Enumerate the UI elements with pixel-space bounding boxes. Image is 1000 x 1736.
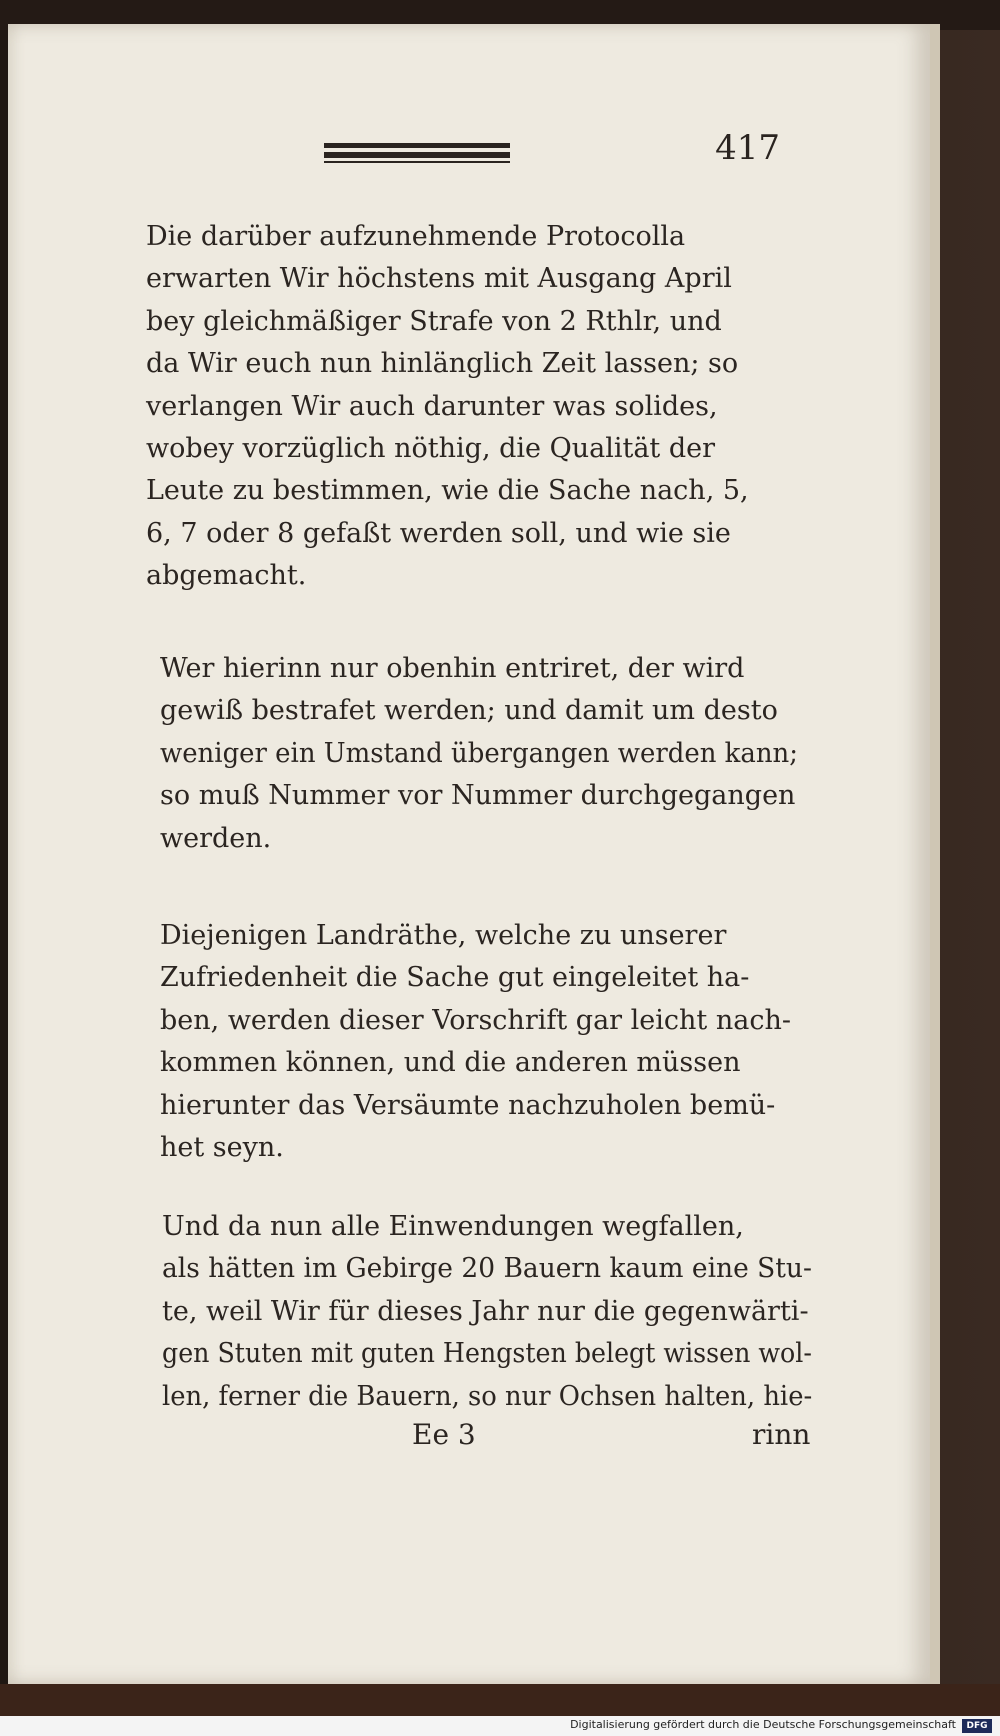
text-line: kommen können, und die anderen müssen xyxy=(160,1047,741,1079)
ornament-bar xyxy=(324,161,510,163)
text-line: wobey vorzüglich nöthig, die Qualität der xyxy=(146,433,716,465)
ornament-bar xyxy=(324,143,510,148)
text-line: het seyn. xyxy=(160,1132,284,1164)
text-line: ben, werden dieser Vorschrift gar leicht nach- xyxy=(160,1004,791,1036)
text-line: da Wir euch nun hinlänglich Zeit lassen; so xyxy=(146,348,739,380)
text-line: weniger ein Umstand übergangen werden kann; xyxy=(160,737,798,769)
text-line: bey gleichmäßiger Strafe von 2 Rthlr, und xyxy=(146,305,722,337)
text-line: hierunter das Versäumte nachzuholen bemü- xyxy=(160,1089,776,1121)
text-line: 6, 7 oder 8 gefaßt werden soll, und wie sie xyxy=(146,517,731,549)
signature-mark: Ee 3 xyxy=(412,1418,476,1451)
text-line: abgemacht. xyxy=(146,560,307,592)
dfg-logo-icon: DFG xyxy=(962,1719,992,1733)
page-edge xyxy=(930,24,940,1684)
paragraph xyxy=(162,1206,812,1418)
text-line: Diejenigen Landräthe, welche zu unserer xyxy=(160,920,727,951)
text-line: Zufriedenheit die Sache gut eingeleitet ha- xyxy=(160,962,750,994)
ornament-bar xyxy=(324,152,510,158)
paragraph xyxy=(160,648,798,860)
text-line: verlangen Wir auch darunter was solides, xyxy=(146,390,718,422)
text-line: als hätten im Gebirge 20 Bauern kaum eine Stu- xyxy=(162,1253,812,1285)
text-line: len, ferner die Bauern, so nur Ochsen halten, hie- xyxy=(162,1380,813,1412)
text-line: te, weil Wir für dieses Jahr nur die gegenwärti- xyxy=(162,1295,809,1327)
footer-credit: Digitalisierung gefördert durch die Deutsche Forschungsgemeinschaft xyxy=(570,1718,956,1731)
page-number: 417 xyxy=(715,128,780,168)
header-ornament xyxy=(324,143,510,165)
paragraph xyxy=(146,216,792,598)
text-line: erwarten Wir höchstens mit Ausgang April xyxy=(146,263,732,295)
text-line: Die darüber aufzunehmende Protocolla xyxy=(146,221,686,252)
text-line: werden. xyxy=(160,822,272,854)
paragraph xyxy=(160,915,806,1169)
text-line: gewiß bestrafet werden; und damit um desto xyxy=(160,695,778,727)
catchword: rinn xyxy=(752,1418,811,1451)
text-line: so muß Nummer vor Nummer durchgegangen xyxy=(160,780,796,812)
text-line: Und da nun alle Einwendungen wegfallen, xyxy=(162,1211,744,1242)
text-line: gen Stuten mit guten Hengsten belegt wissen wol- xyxy=(162,1338,812,1370)
text-line: Leute zu bestimmen, wie die Sache nach, 5, xyxy=(146,475,749,507)
text-line: Wer hierinn nur obenhin entriret, der wird xyxy=(160,653,745,684)
